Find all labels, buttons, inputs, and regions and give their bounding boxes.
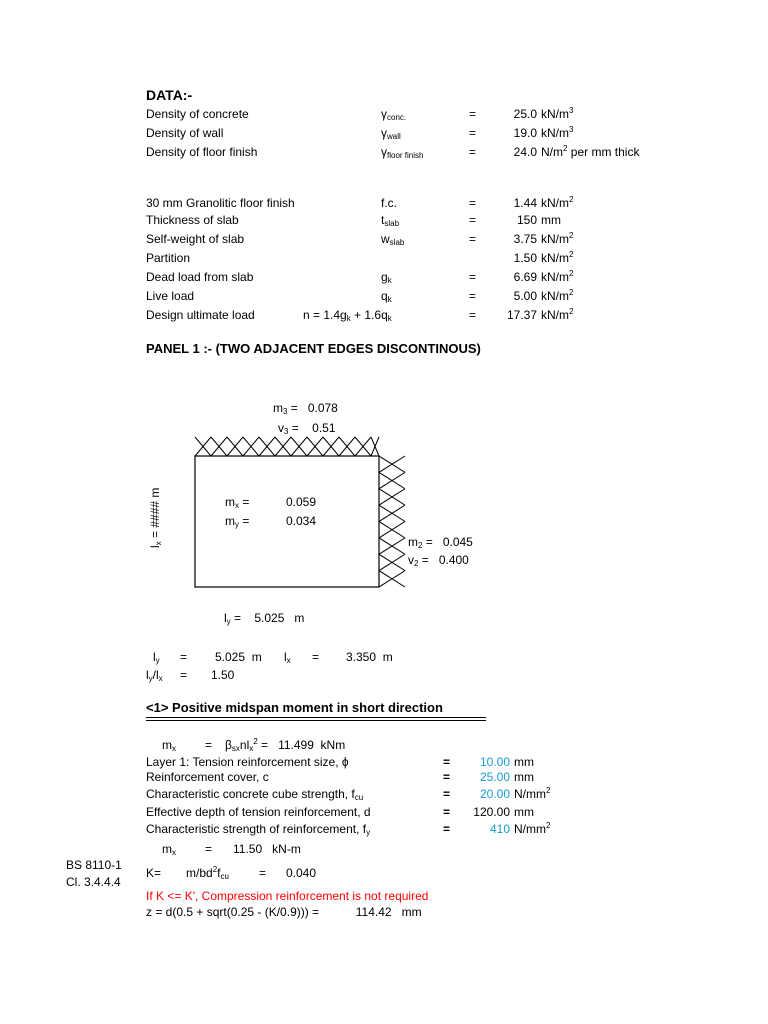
row-label: Density of wall [146, 126, 224, 140]
symbol-text: γ [381, 126, 387, 140]
symbol-text: w [381, 232, 390, 246]
row-equals: = [469, 126, 477, 140]
param-label-text: Characteristic concrete cube strength, f [146, 787, 355, 801]
my-coefficient: $m_y$ = [225, 514, 250, 529]
subscript: conc. [387, 113, 407, 122]
symbol-text: g [381, 270, 388, 284]
param-label [146, 787, 363, 801]
ly-equals: = [180, 650, 188, 664]
param-unit-text: mm [514, 770, 534, 784]
param-value: 20.00 [479, 787, 510, 801]
panel-title: PANEL 1 :- (TWO ADJACENT EDGES DISCONTINOUS) [146, 341, 481, 356]
mx-value: 0.059 [286, 495, 317, 509]
row-equals: = [469, 289, 477, 303]
row-label: Partition [146, 251, 191, 265]
unit-text: mm [541, 213, 561, 227]
superscript: 2 [569, 195, 574, 204]
unit-text: kN/m [541, 308, 569, 322]
unit-text-2: per mm thick [567, 145, 640, 159]
param-value: 120.00 [473, 805, 510, 819]
symbol-text: f.c. [381, 196, 398, 210]
row-equals: = [469, 232, 477, 246]
row-label: 30 mm Granolitic floor finish [146, 196, 295, 210]
param-unit-text: mm [514, 805, 534, 819]
row-value: 1.50 [513, 251, 537, 265]
lever-arm-formula: z = d(0.5 + sqrt(0.25 - (K/0.9))) = 114.42 mm [146, 905, 422, 919]
mx2-equals: = [205, 842, 213, 856]
m2-coefficient: $m_2$ = 0.045 [408, 535, 473, 550]
row-value: 25.0 [513, 107, 537, 121]
subscript: cu [354, 793, 364, 802]
row-value: 3.75 [513, 232, 537, 246]
param-equals: = [443, 770, 451, 784]
data-heading: DATA:- [146, 87, 193, 103]
ratio-equals: = [180, 668, 188, 682]
param-label-text: Characteristic strength of reinforcement, f [146, 822, 367, 836]
mx-formula-equals: = [205, 738, 213, 752]
lx-symbol: $l_x$ [284, 650, 291, 665]
param-unit-text: mm [514, 755, 534, 769]
unit-text: kN/m [541, 232, 569, 246]
section1-underline-2 [146, 720, 486, 721]
param-unit [514, 822, 550, 836]
param-equals: = [443, 822, 451, 836]
superscript: 2 [563, 144, 568, 153]
param-value: 10.00 [479, 755, 510, 769]
row-value: 24.0 [513, 145, 537, 159]
superscript: 2 [569, 250, 574, 259]
row-value: 1.44 [513, 196, 537, 210]
param-label [146, 755, 349, 769]
top-edge-hatch [195, 437, 379, 456]
v2-coefficient: $v_2$ = 0.400 [408, 553, 469, 568]
row-label: Density of floor finish [146, 145, 258, 159]
section1-title: <1> Positive midspan moment in short direction [146, 700, 443, 715]
param-label-text: Effective depth of tension reinforcement, d [146, 805, 371, 819]
k-formula: $m/bd^2f_{cu}$ [186, 865, 229, 881]
symbol-text: q [381, 289, 388, 303]
row-equals: = [469, 308, 477, 322]
subscript: slab [384, 219, 400, 228]
ratio-symbol: $l_y/l_x$ [146, 668, 163, 683]
superscript: 2 [569, 307, 574, 316]
row-value: 17.37 [506, 308, 537, 322]
symbol-text: γ [381, 145, 387, 159]
param-unit [514, 755, 534, 769]
param-value: 25.00 [479, 770, 510, 784]
superscript: 2 [569, 231, 574, 240]
unit-text: kN/m [541, 126, 569, 140]
row-label: Dead load from slab [146, 270, 254, 284]
k-check-note: If K <= K', Compression reinforcement is not required [146, 889, 429, 903]
row-equals: = [469, 196, 477, 210]
superscript: 3 [569, 125, 574, 134]
ultimate-load-formula: $n = 1.4g_k + 1.6q_k$ [303, 308, 392, 323]
lx-equals: = [312, 650, 320, 664]
param-label [146, 770, 269, 784]
row-equals: = [469, 270, 477, 284]
param-label-text: Layer 1: Tension reinforcement size, ϕ [146, 755, 349, 769]
row-value: 5.00 [513, 289, 537, 303]
param-equals: = [443, 755, 451, 769]
row-value: 150 [516, 213, 537, 227]
unit-text: N/m [541, 145, 563, 159]
param-unit [514, 805, 534, 819]
param-label [146, 822, 370, 836]
superscript: 3 [569, 106, 574, 115]
param-label-text: Reinforcement cover, c [146, 770, 269, 784]
row-label: Self-weight of slab [146, 232, 245, 246]
ly-symbol: $l_y$ [153, 650, 160, 665]
unit-text: kN/m [541, 107, 569, 121]
k-label: K= [146, 866, 162, 880]
ly-value: 5.025 m [215, 650, 262, 664]
unit-text: kN/m [541, 251, 569, 265]
k-equals: = [259, 866, 267, 880]
symbol-text: γ [381, 107, 387, 121]
param-label [146, 805, 371, 819]
subscript: k [387, 295, 392, 304]
param-value: 410 [489, 822, 510, 836]
my-value: 0.034 [286, 514, 317, 528]
unit-text: kN/m [541, 196, 569, 210]
row-value: 6.69 [513, 270, 537, 284]
row-equals: = [469, 107, 477, 121]
row-label: Live load [146, 289, 195, 303]
ratio-value: 1.50 [211, 668, 235, 682]
subscript: wall [387, 132, 401, 141]
subscript: slab [389, 238, 405, 247]
subscript: floor finish [387, 151, 424, 160]
mx-coefficient: $m_x$ = [225, 495, 250, 510]
param-unit [514, 770, 534, 784]
mx-formula-expression: $\beta_{sx}nl_x^2$ = 11.499 kNm [225, 737, 346, 753]
param-equals: = [443, 787, 451, 801]
k-value: 0.040 [286, 866, 317, 880]
param-unit-text: N/mm [514, 787, 546, 801]
lx-vertical-label: $l_x$ = #### m [148, 487, 163, 548]
subscript: k [387, 276, 392, 285]
row-label: Density of concrete [146, 107, 249, 121]
param-equals: = [443, 805, 451, 819]
bs-reference-line2: Cl. 3.4.4.4 [66, 875, 121, 889]
mx2-symbol: $m_x$ [162, 842, 176, 857]
superscript: 2 [546, 821, 551, 830]
mx-formula-symbol: $m_x$ [162, 738, 176, 753]
section1-underline-1 [146, 717, 486, 718]
unit-text: kN/m [541, 270, 569, 284]
ly-span-label: $l_y$ = 5.025 m [224, 611, 305, 626]
symbol-text: t [381, 213, 385, 227]
param-unit-text: N/mm [514, 822, 546, 836]
superscript: 2 [569, 269, 574, 278]
superscript: 2 [569, 288, 574, 297]
v3-coefficient: $v_3$ = 0.51 [278, 421, 336, 436]
row-equals: = [469, 145, 477, 159]
row-label: Design ultimate load [146, 308, 255, 322]
param-unit [514, 787, 550, 801]
unit-text: kN/m [541, 289, 569, 303]
row-value: 19.0 [513, 126, 537, 140]
m3-coefficient: $m_3$ = 0.078 [273, 401, 338, 416]
bs-reference-line1: BS 8110-1 [66, 858, 122, 872]
lx-value: 3.350 m [346, 650, 393, 664]
right-edge-hatch [379, 456, 405, 587]
row-equals: = [469, 213, 477, 227]
row-label: Thickness of slab [146, 213, 239, 227]
mx2-value: 11.50 kN-m [233, 842, 301, 856]
subscript: y [366, 828, 371, 837]
superscript: 2 [546, 786, 551, 795]
